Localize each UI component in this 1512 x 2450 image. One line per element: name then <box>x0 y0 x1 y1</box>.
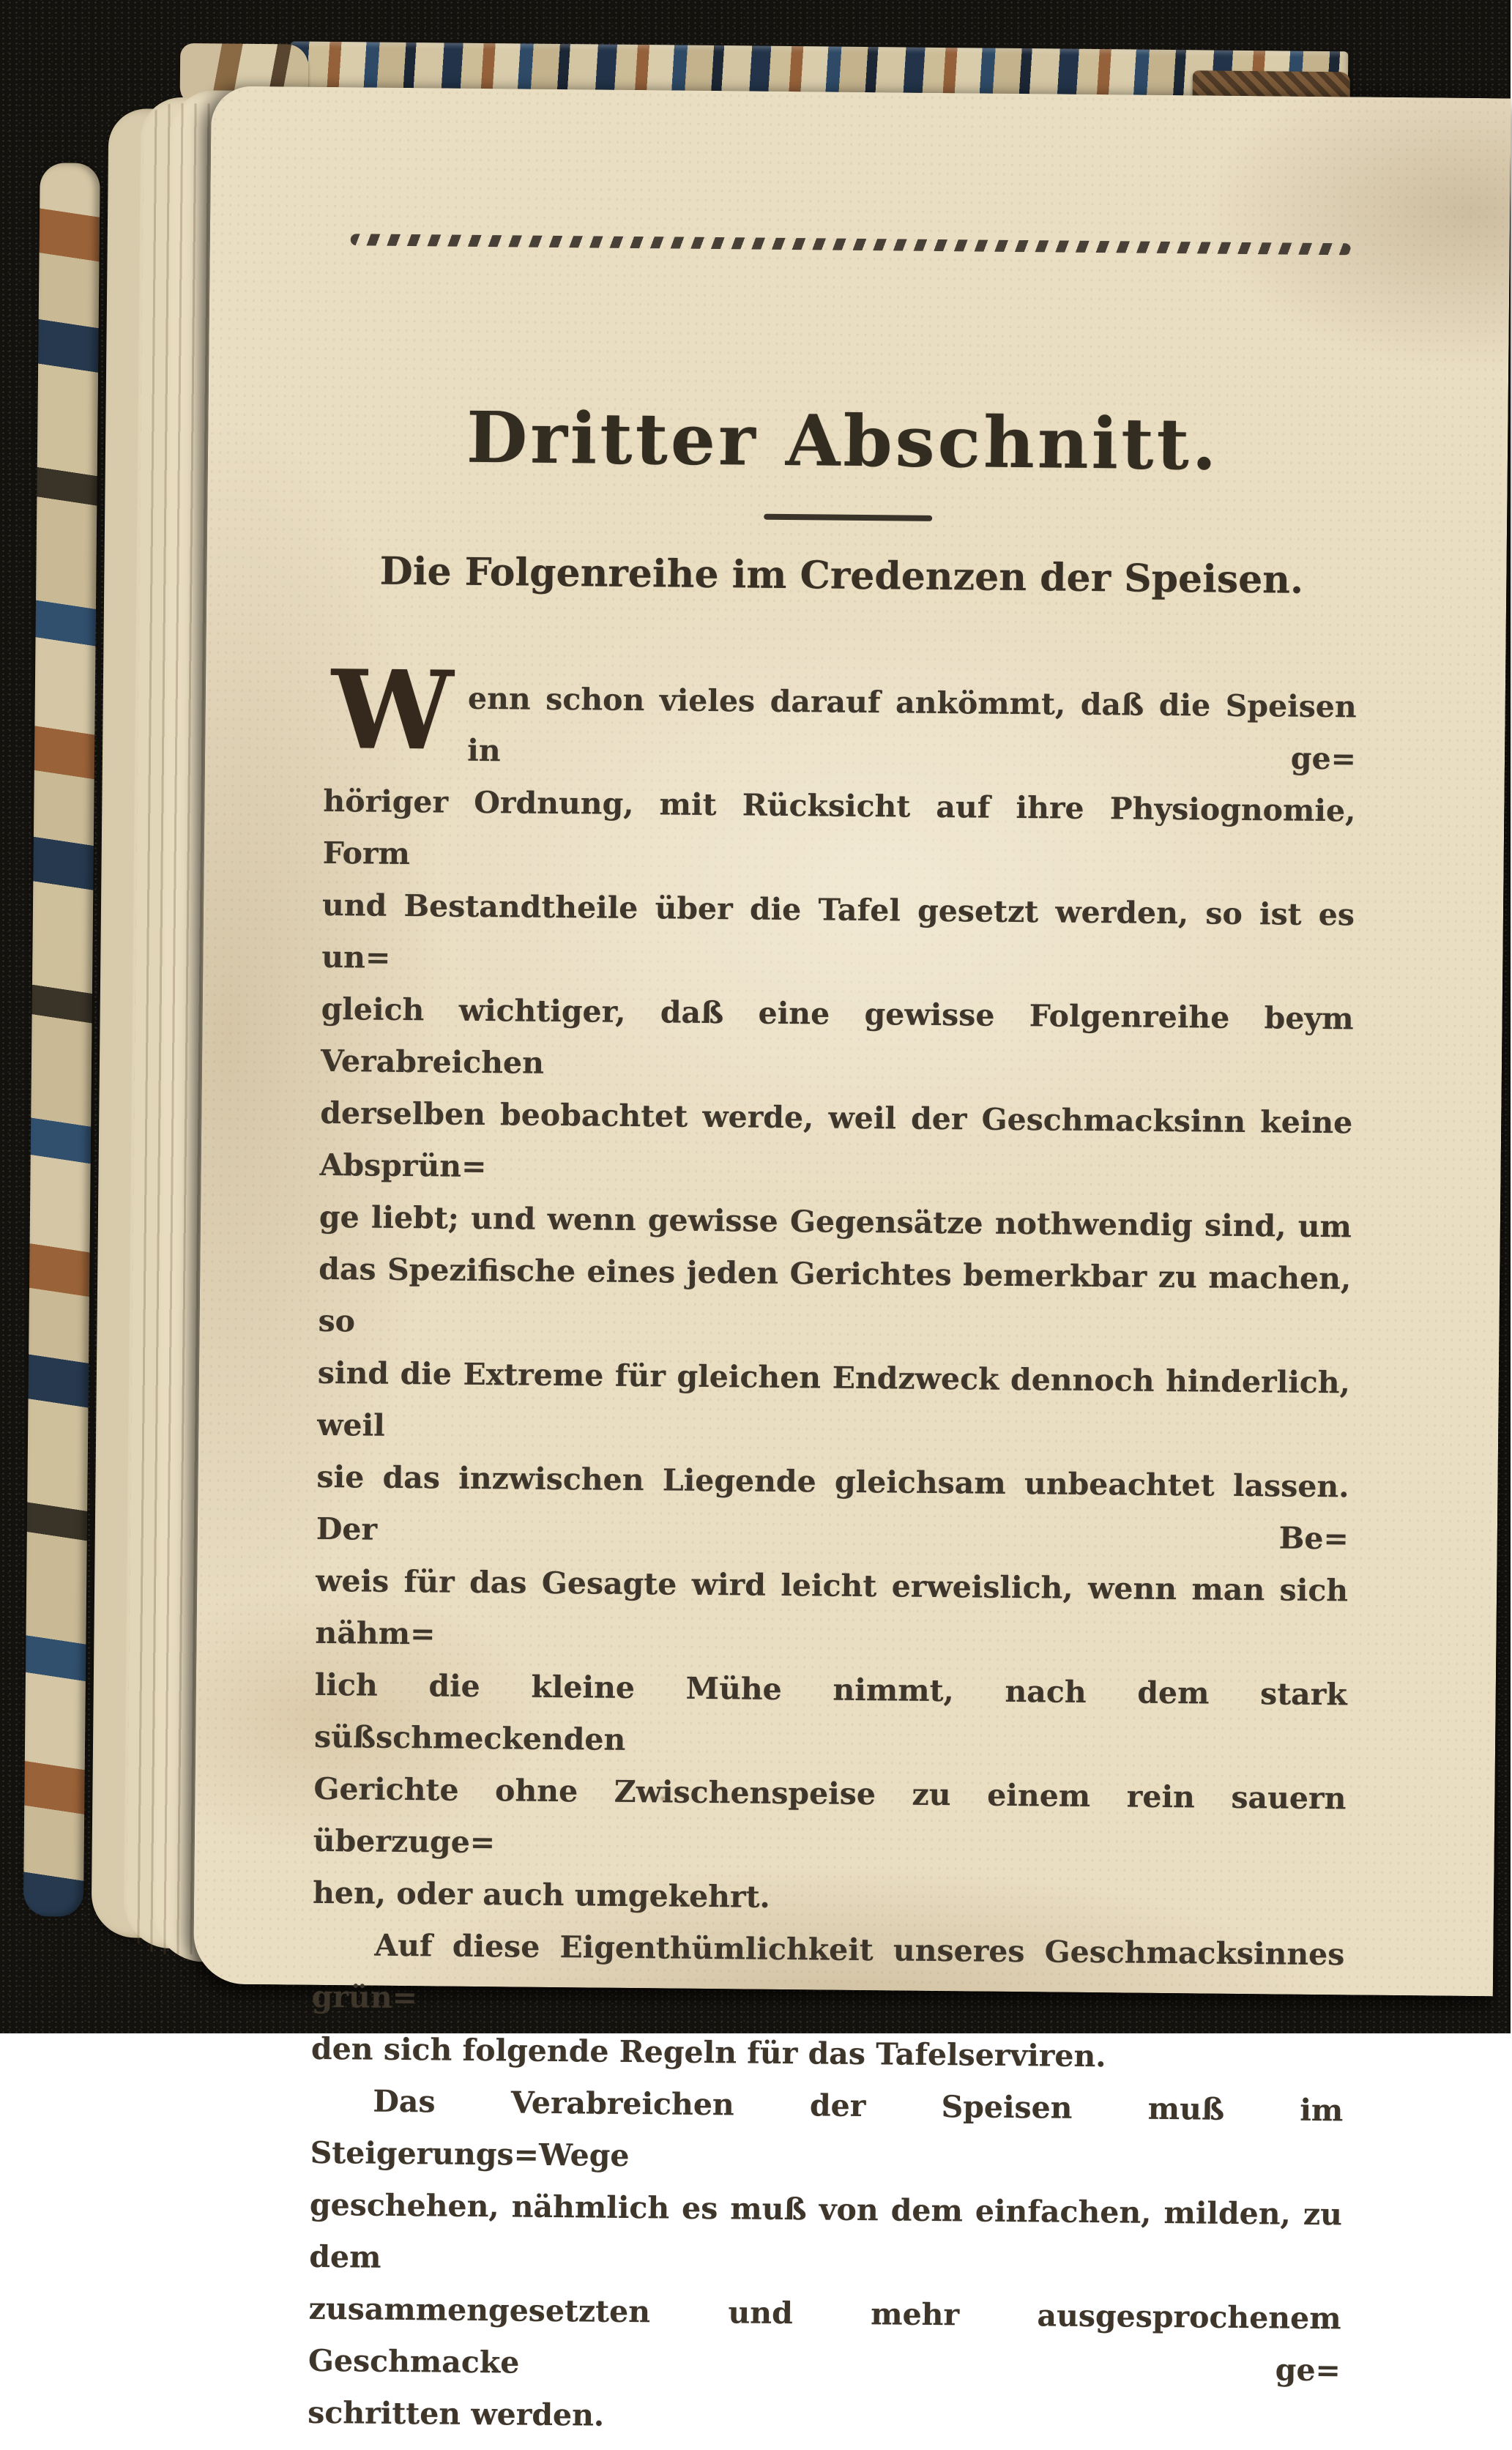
text-line: Gerichte ohne Zwischenspeise zu einem rein sauern überzuge= <box>313 1771 1347 1861</box>
paragraph <box>311 1919 1345 2085</box>
text-line: sind die Extreme für gleichen Endzweck dennoch hinderlich, weil <box>317 1355 1351 1443</box>
text-line: zusammengesetzten und mehr ausgesprochenem Geschmacke ge= <box>308 2290 1341 2388</box>
text-line: Das Verabreichen der Speisen muß im Steigerungs=Wege <box>310 2083 1344 2174</box>
text-line: geschehen, nähmlich es muß von dem einfachen, milden, zu dem <box>309 2186 1343 2275</box>
text-line: Auf diese Eigenthümlichkeit unseres Geschmacksinnes grün= <box>311 1927 1345 2016</box>
section-heading: Dritter Abschnitt. <box>466 395 1220 486</box>
drop-cap-initial: W <box>330 646 454 775</box>
dotted-rule-ornament <box>351 234 1351 255</box>
text-line: sie das inzwischen Liegende gleichsam unbeachtet lassen. Der Be= <box>316 1459 1349 1557</box>
text-line: und Bestandtheile über die Tafel gesetzt werden, so ist es un= <box>321 887 1355 975</box>
heading-rule <box>764 514 932 521</box>
book-page <box>193 86 1511 2433</box>
text-line: weis für das Gesagte wird leicht erweislich, wenn man sich nähm= <box>315 1563 1349 1652</box>
text-line: höriger Ordnung, mit Rücksicht auf ihre Physiognomie, Form <box>322 783 1356 872</box>
text-line: hen, oder auch umgekehrt. <box>312 1874 771 1915</box>
paragraph <box>312 646 1357 1929</box>
body-text <box>308 646 1357 2449</box>
paragraph <box>308 2075 1344 2449</box>
text-line: derselben beobachtet werde, weil der Geschmacksinn keine Absprün= <box>319 1095 1353 1185</box>
text-line: ge liebt; und wenn gewisse Gegensätze nothwendig sind, um <box>319 1199 1352 1245</box>
text-line: den sich folgende Regeln für das Tafelserviren. <box>310 2030 1106 2074</box>
text-line: das Spezifische eines jeden Gerichtes bemerkbar zu machen, so <box>318 1251 1352 1339</box>
text-line: gleich wichtiger, daß eine gewisse Folgenreihe beym Verabreichen <box>320 991 1354 1081</box>
text-line: enn schon vieles darauf ankömmt, daß die Speisen in ge= <box>467 680 1357 777</box>
text-line: lich die kleine Mühe nimmt, nach dem stark süßschmeckenden <box>313 1667 1348 1757</box>
section-subtitle: Die Folgenreihe im Credenzen der Speisen. <box>379 548 1304 603</box>
marbled-cover-edge-left <box>23 163 100 1917</box>
text-line: schritten werden. <box>308 2394 605 2433</box>
